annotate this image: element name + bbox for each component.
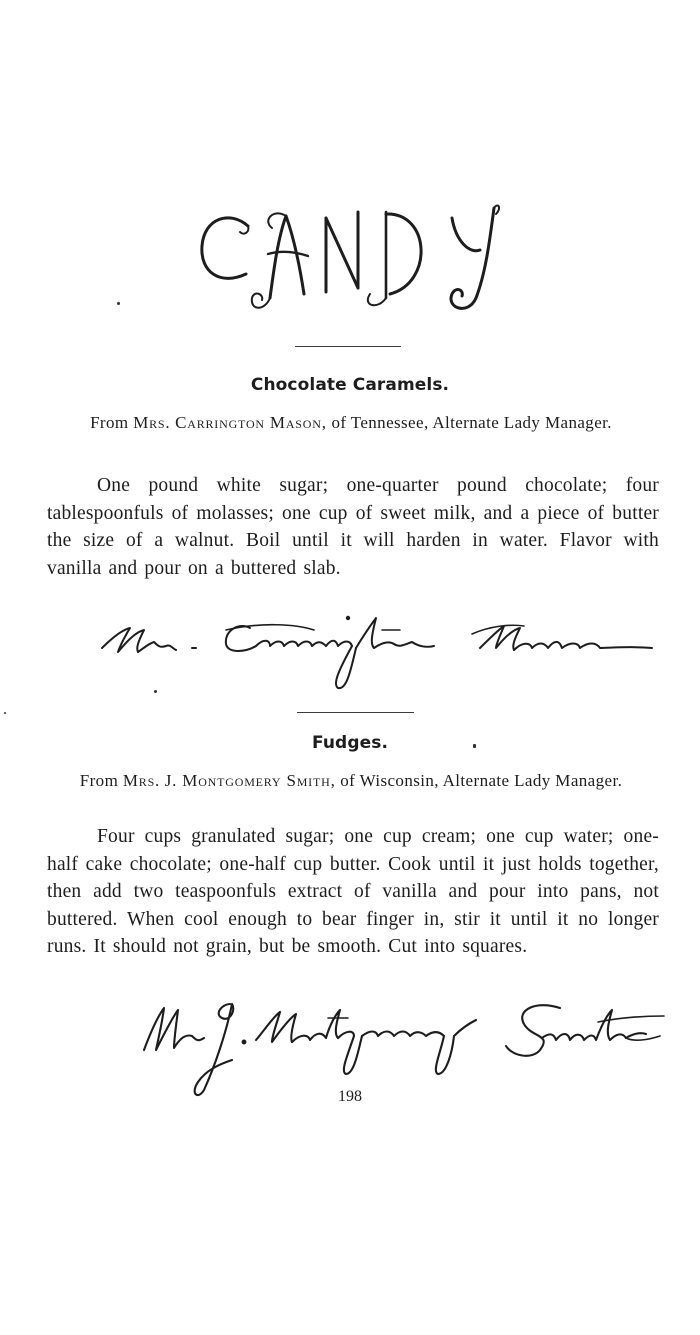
- attribution-from: From: [79, 771, 119, 790]
- recipe-attribution: [45, 770, 657, 791]
- attribution-name: J. Montgomery Smith,: [164, 771, 336, 790]
- attribution-honorific: Mrs.: [122, 771, 161, 790]
- recipe-title: Chocolate Caramels.: [250, 375, 450, 395]
- recipe-attribution: [45, 412, 657, 433]
- candy-heading-logo: [190, 198, 510, 318]
- recipe-body: Four cups granulated sugar; one cup cream; one cup water; one-half cake chocolate; one-half cup butter. Cook until it just holds together, then add two teaspoonfuls extract of vanilla and pour into pans, not buttered. When cool enough to bear finger in, stir it until it no longer runs. It should not grain, but be smooth. Cut into squares.: [47, 826, 659, 957]
- attribution-location: of Wisconsin, Alternate Lady Manager.: [340, 771, 623, 790]
- section-divider: [295, 346, 401, 347]
- page-number: 198: [338, 1088, 362, 1105]
- recipe-body: One pound white sugar; one-quarter pound chocolate; four tablespoonfuls of molasses; one cup of sweet milk, and a piece of butter the size of a walnut. Boil until it will harden in water. Flavor with vanilla and pour on a buttered slab.: [47, 475, 659, 579]
- handwritten-signature: [100, 608, 660, 698]
- attribution-from: From: [90, 413, 129, 432]
- attribution-name: Carrington Mason,: [175, 413, 327, 432]
- attribution-location: of Tennessee, Alternate Lady Manager.: [331, 413, 612, 432]
- print-speck: [117, 302, 120, 305]
- print-speck: [4, 712, 6, 714]
- section-divider: [297, 712, 414, 713]
- attribution-honorific: Mrs.: [133, 413, 171, 432]
- print-speck: [473, 744, 476, 748]
- recipe-title: Fudges.: [311, 733, 388, 753]
- print-speck: [154, 690, 157, 693]
